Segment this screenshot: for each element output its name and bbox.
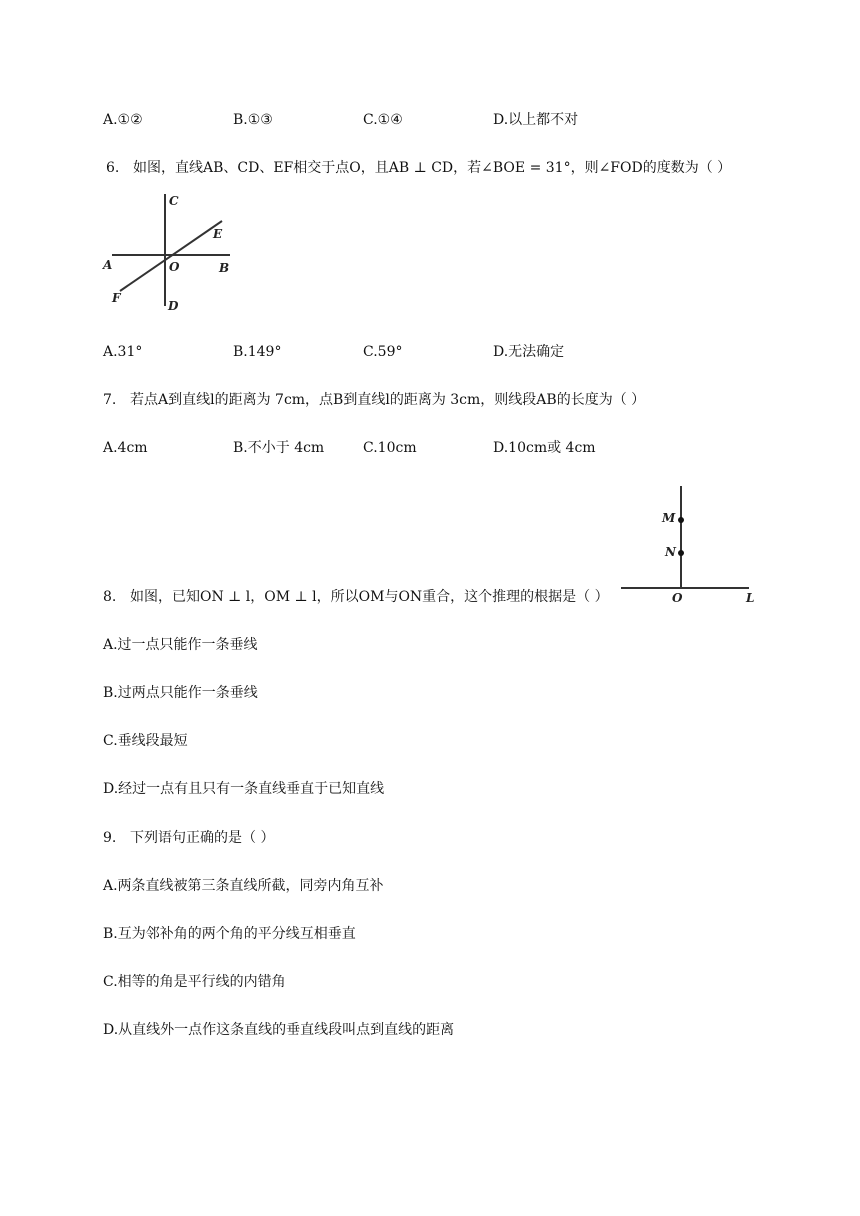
q8-option-d[interactable]: D.经过一点有且只有一条直线垂直于已知直线: [103, 781, 385, 797]
q8-option-c[interactable]: C.垂线段最短: [103, 733, 188, 749]
q6-option-d[interactable]: D.无法确定: [493, 344, 565, 360]
q7-option-c[interactable]: C.10cm: [363, 440, 417, 456]
label-f: F: [112, 291, 121, 305]
point-m: [678, 517, 684, 523]
q5-option-c[interactable]: C.①④: [363, 112, 403, 128]
q9-option-d[interactable]: D.从直线外一点作这条直线的垂直线段叫点到直线的距离: [103, 1022, 455, 1038]
q7-stem: 若点A到直线l的距离为 7cm，点B到直线l的距离为 3cm，则线段AB的长度为（ ）: [130, 392, 646, 408]
q8-option-b[interactable]: B.过两点只能作一条垂线: [103, 685, 258, 701]
q6-stem: 如图，直线AB、CD、EF相交于点O，且AB ⊥ CD，若∠BOE = 31°，则∠FOD的度数为（ ）: [133, 160, 732, 176]
label-a: A: [103, 258, 113, 272]
q9-option-a[interactable]: A.两条直线被第三条直线所截，同旁内角互补: [103, 878, 384, 894]
q7-option-b[interactable]: B.不小于 4cm: [233, 440, 325, 456]
label-c: C: [169, 194, 179, 208]
label-e: E: [213, 227, 223, 241]
q6-option-c[interactable]: C.59°: [363, 344, 403, 360]
q8-stem: 如图，已知ON ⊥ l，OM ⊥ l，所以OM与ON重合，这个推理的根据是（ ）: [130, 589, 609, 605]
q8-number: 8.: [103, 589, 117, 605]
q6-figure: [100, 188, 240, 318]
label-o: O: [672, 591, 683, 605]
q7-option-d[interactable]: D.10cm或 4cm: [493, 440, 596, 456]
q7-number: 7.: [103, 392, 117, 408]
q5-option-b[interactable]: B.①③: [233, 112, 273, 128]
label-m: M: [662, 511, 676, 525]
q9-number: 9.: [103, 830, 117, 846]
label-d: D: [168, 299, 179, 313]
label-o: O: [169, 260, 180, 274]
q6-option-a[interactable]: A.31°: [103, 344, 143, 360]
q9-stem: 下列语句正确的是（ ）: [130, 830, 275, 846]
q7-option-a[interactable]: A.4cm: [103, 440, 148, 456]
q8-figure: [615, 482, 760, 607]
label-l: L: [746, 591, 755, 605]
q6-option-b[interactable]: B.149°: [233, 344, 282, 360]
q5-option-d[interactable]: D.以上都不对: [493, 112, 579, 128]
q8-option-a[interactable]: A.过一点只能作一条垂线: [103, 637, 258, 653]
label-b: B: [219, 261, 230, 275]
q9-option-b[interactable]: B.互为邻补角的两个角的平分线互相垂直: [103, 926, 356, 942]
label-n: N: [665, 545, 676, 559]
point-n: [678, 550, 684, 556]
q9-option-c[interactable]: C.相等的角是平行线的内错角: [103, 974, 286, 990]
q6-number: 6.: [106, 160, 120, 176]
q5-option-a[interactable]: A.①②: [103, 112, 143, 128]
